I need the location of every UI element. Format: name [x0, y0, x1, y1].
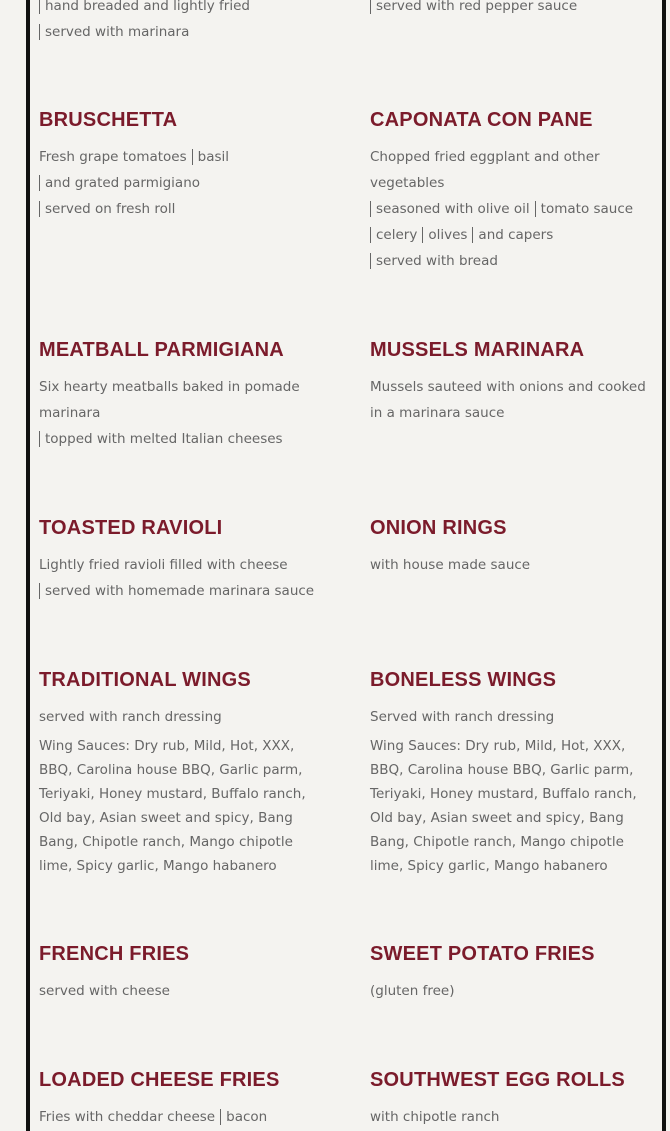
wing-sauces: Wing Sauces: Dry rub, Mild, Hot, XXX, BBQ, Carolina house BBQ, Garlic parm, Teriyaki, Honey mustard, Buffalo ranch, Old bay, Asian sweet and spicy, Bang Bang, Chipotle ranch, Mango chipotle lime, Spicy garlic, Mango habanero: [370, 738, 637, 874]
description-segment: served with cheese: [39, 983, 170, 999]
description-line: [370, 0, 660, 19]
menu-item: [370, 1067, 660, 1130]
description-segment: Served with ranch dressing: [370, 709, 555, 725]
menu-item: [39, 107, 329, 222]
description-line: [370, 374, 660, 426]
description-segment: served with homemade marinara sauce: [39, 583, 314, 599]
description-segment: hand breaded and lightly fried: [39, 0, 250, 14]
menu-item-title: LOADED CHEESE FRIES: [39, 1069, 280, 1091]
description-segment: tomato sauce: [535, 201, 633, 217]
description-line: [370, 552, 660, 578]
menu-item: [39, 667, 329, 878]
menu-item: [39, 515, 329, 604]
wing-sauces: Wing Sauces: Dry rub, Mild, Hot, XXX, BBQ, Carolina house BBQ, Garlic parm, Teriyaki, Honey mustard, Buffalo ranch, Old bay, Asian sweet and spicy, Bang Bang, Chipotle ranch, Mango chipotle lime, Spicy garlic, Mango habanero: [39, 738, 306, 874]
menu-item-title: MEATBALL PARMIGIANA: [39, 339, 284, 361]
menu-item: [370, 515, 660, 578]
description-segment: with house made sauce: [370, 557, 531, 573]
description-segment: seasoned with olive oil: [370, 201, 530, 217]
description-segment: Six hearty meatballs baked in pomade marinara: [39, 379, 300, 421]
description-line: [39, 170, 329, 196]
menu-border-right: [662, 0, 666, 1131]
menu-item-title: CAPONATA CON PANE: [370, 109, 593, 131]
description-segment: served on fresh roll: [39, 201, 175, 217]
menu-item-title: TRADITIONAL WINGS: [39, 669, 251, 691]
description-segment: basil: [192, 149, 229, 165]
menu-item: [370, 667, 660, 878]
menu-border-left: [26, 0, 30, 1131]
description-line: [370, 978, 660, 1004]
menu-item: [370, 107, 660, 274]
description-line: [39, 196, 329, 222]
description-segment: served with bread: [370, 253, 498, 269]
menu-item-title: BRUSCHETTA: [39, 109, 178, 131]
menu-item: [39, 1067, 329, 1130]
description-line: [370, 248, 660, 274]
menu-item-title: SWEET POTATO FRIES: [370, 943, 595, 965]
menu-item-title: BONELESS WINGS: [370, 669, 557, 691]
description-line: [39, 704, 329, 730]
description-line: [370, 1104, 660, 1130]
description-segment: served with ranch dressing: [39, 709, 222, 725]
menu-item-partial: [370, 0, 660, 19]
menu-item: [370, 941, 660, 1004]
description-line: [370, 196, 660, 222]
description-segment: (gluten free): [370, 983, 455, 999]
description-line: [370, 144, 660, 196]
description-segment: Fresh grape tomatoes: [39, 149, 187, 165]
description-segment: and capers: [472, 227, 553, 243]
description-segment: bacon: [220, 1109, 267, 1125]
description-line: [39, 578, 329, 604]
description-segment: celery: [370, 227, 417, 243]
menu-item: [39, 337, 329, 452]
description-segment: Mussels sauteed with onions and cooked in a marinara sauce: [370, 379, 646, 421]
menu-item-title: TOASTED RAVIOLI: [39, 517, 223, 539]
description-segment: served with marinara: [39, 24, 189, 40]
description-segment: olives: [422, 227, 467, 243]
description-segment: Fries with cheddar cheese: [39, 1109, 216, 1125]
description-segment: with chipotle ranch: [370, 1109, 500, 1125]
description-segment: and grated parmigiano: [39, 175, 200, 191]
menu-item-title: MUSSELS MARINARA: [370, 339, 585, 361]
description-line: [39, 144, 329, 170]
description-line: [370, 704, 660, 730]
menu-item-title: SOUTHWEST EGG ROLLS: [370, 1069, 625, 1091]
description-segment: Lightly fried ravioli filled with cheese: [39, 557, 288, 573]
menu-item-title: ONION RINGS: [370, 517, 507, 539]
description-line: [370, 222, 660, 248]
menu-item: [39, 941, 329, 1004]
description-line: [39, 426, 329, 452]
description-line: [39, 978, 329, 1004]
description-line: [39, 1104, 329, 1130]
menu-item-partial: [39, 0, 329, 45]
description-segment: Chopped fried eggplant and other vegetables: [370, 149, 600, 191]
description-segment: served with red pepper sauce: [370, 0, 577, 14]
description-line: [39, 19, 329, 45]
menu-item: [370, 337, 660, 426]
description-segment: topped with melted Italian cheeses: [39, 431, 283, 447]
description-line: [39, 374, 329, 426]
menu-item-title: FRENCH FRIES: [39, 943, 190, 965]
description-line: [39, 552, 329, 578]
description-line: [39, 0, 329, 19]
